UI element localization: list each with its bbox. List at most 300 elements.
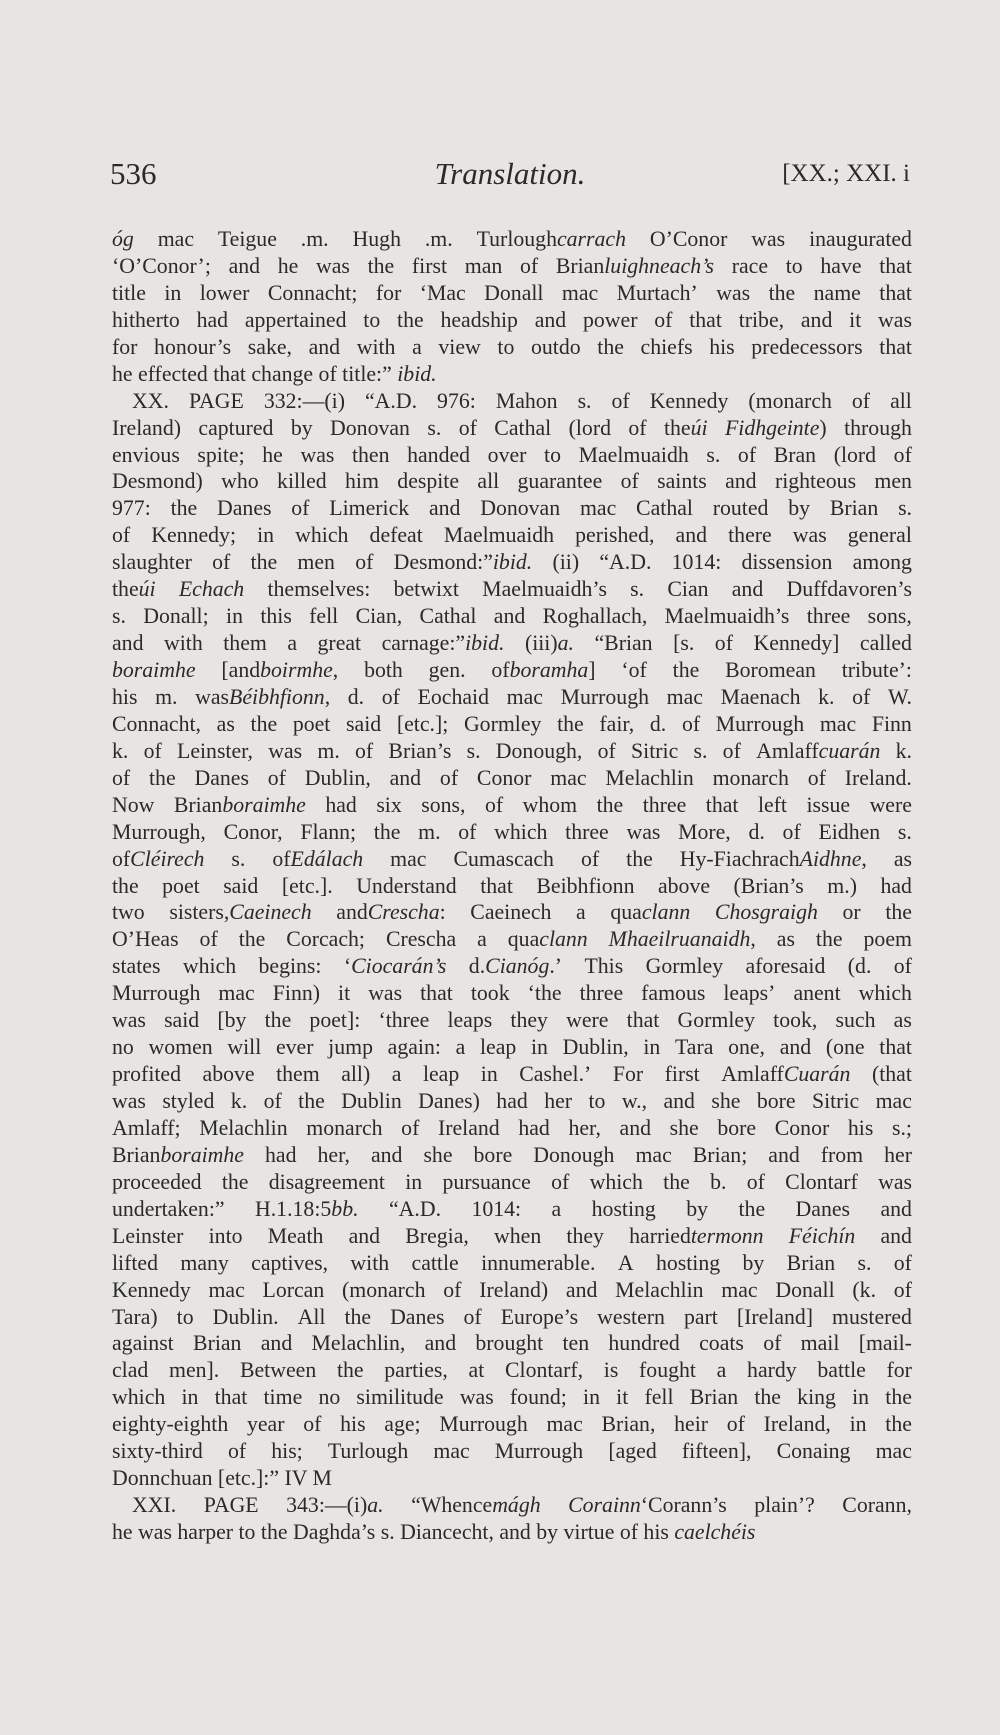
word: [801, 307, 832, 334]
text-run: and: [768, 1142, 800, 1167]
text-run: of: [681, 711, 701, 736]
text-run: his: [340, 1412, 366, 1437]
text-run: and: [565, 1277, 598, 1302]
text-run: Conor,: [223, 819, 283, 844]
text-run: three: [642, 792, 687, 817]
word: [132, 1492, 176, 1519]
text-run: in: [226, 604, 243, 629]
word: [876, 1438, 912, 1465]
word: [179, 576, 244, 603]
text-line: [112, 1061, 912, 1088]
word: [561, 684, 649, 711]
word: [217, 1007, 246, 1034]
word: [418, 1088, 480, 1115]
word: [721, 1061, 850, 1088]
text-run: Brian: [689, 1385, 739, 1410]
text-run: Danes: [795, 1196, 851, 1221]
text-run: Ireland): [479, 1277, 549, 1302]
word: [248, 334, 292, 361]
word: [728, 1034, 765, 1061]
text-run: Conor: [774, 1115, 830, 1140]
word: [598, 738, 616, 765]
italic-term: Cuarán: [783, 1062, 851, 1087]
word: [616, 1384, 628, 1411]
text-run: again:: [387, 1035, 441, 1060]
italic-term: caelchéis: [674, 1520, 756, 1544]
text-run: Melachlin: [199, 1115, 288, 1140]
word: [368, 253, 395, 280]
text-run: he: [262, 442, 283, 467]
word: [318, 1384, 340, 1411]
text-run: have: [820, 253, 862, 278]
text-run: took: [470, 981, 510, 1006]
word: [721, 1277, 757, 1304]
italic-term: clann: [539, 927, 588, 952]
word: [613, 1061, 643, 1088]
text-run: Clontarf,: [504, 1358, 584, 1383]
word: [494, 415, 551, 442]
text-run: Donall: [484, 280, 544, 305]
text-line: [112, 792, 912, 819]
text-run: great: [317, 631, 362, 656]
text-run: d.: [347, 684, 365, 709]
text-run: innumerable.: [481, 1250, 596, 1275]
text-run: a: [455, 1035, 466, 1060]
word: [643, 1034, 660, 1061]
word: [298, 1088, 325, 1115]
word: [228, 1438, 246, 1465]
word: [793, 980, 840, 1007]
text-run: Conor: [476, 765, 532, 790]
text-run: of: [580, 846, 600, 871]
text-run: mac: [875, 1439, 912, 1464]
italic-term: luighneach’s: [604, 253, 715, 278]
text-run: of: [737, 442, 757, 467]
word: [568, 1492, 727, 1519]
text-run: s.: [693, 738, 708, 763]
word: [592, 1196, 656, 1223]
word: [787, 1250, 835, 1277]
word: [756, 738, 880, 765]
text-run: Brian: [112, 1142, 161, 1167]
text-run: of: [212, 550, 231, 575]
text-run: Brian: [193, 1331, 242, 1356]
word: [725, 657, 816, 684]
word: [629, 1223, 763, 1250]
word: [711, 1088, 740, 1115]
text-run: Ireland: [437, 1115, 500, 1140]
word: [496, 738, 583, 765]
text-run: were: [869, 792, 912, 817]
text-run: ,: [750, 927, 756, 952]
word: [627, 1007, 660, 1034]
word: [197, 307, 228, 334]
word: [786, 253, 803, 280]
word: [552, 549, 579, 576]
text-run: of: [463, 1304, 482, 1329]
word: [597, 792, 624, 819]
text-run: above: [657, 873, 711, 898]
text-run: Ireland): [112, 415, 181, 440]
word: [879, 334, 912, 361]
text-run: to: [497, 334, 515, 359]
word: [663, 1169, 690, 1196]
word: [438, 334, 480, 361]
text-run: in: [583, 1385, 600, 1410]
italic-term: Béibhfionn: [229, 684, 325, 709]
word: [355, 738, 373, 765]
text-run: it: [616, 1385, 629, 1410]
text-run: Cathal: [494, 415, 552, 440]
word: [382, 630, 505, 657]
word: [112, 1196, 225, 1223]
word: [552, 1196, 562, 1223]
text-run: and: [424, 1331, 457, 1356]
word: [143, 603, 208, 630]
word: [641, 980, 705, 1007]
text-run: All: [297, 1304, 326, 1329]
word: [112, 1007, 146, 1034]
text-run: of: [726, 1412, 745, 1437]
italic-term: boramha: [509, 658, 589, 682]
word: [470, 899, 551, 926]
word: [407, 442, 470, 469]
text-run: Roghallach,: [542, 604, 648, 629]
word: [401, 1115, 419, 1142]
word: [880, 1223, 911, 1250]
text-run: issue: [806, 792, 851, 817]
word: [842, 1492, 912, 1519]
text-run: monarch: [712, 765, 789, 790]
text-run: of: [628, 415, 647, 440]
text-run: a: [477, 927, 487, 952]
text-run: of: [458, 819, 477, 844]
word: [879, 1034, 912, 1061]
word: [112, 926, 179, 953]
text-line: [112, 1384, 912, 1411]
text-run: k.: [112, 738, 129, 763]
text-run: his: [709, 334, 735, 359]
text-run: b.: [710, 1169, 727, 1194]
text-run: “Brian: [594, 631, 653, 656]
word: [690, 1384, 738, 1411]
word: [852, 1277, 876, 1304]
text-run: Gormley: [677, 1008, 755, 1033]
text-run: as: [776, 927, 795, 952]
text-run: that: [420, 981, 453, 1006]
word: [684, 1304, 718, 1331]
text-run: (Brian’s: [733, 873, 804, 898]
text-run: said: [164, 1008, 200, 1033]
text-run: PAGE: [188, 388, 244, 413]
text-run: against: [112, 1331, 174, 1356]
text-run: the: [815, 927, 843, 952]
text-run: eighty-eighth: [112, 1412, 229, 1437]
text-run: Cathal: [419, 604, 477, 629]
word: [268, 1223, 324, 1250]
word: [590, 1169, 643, 1196]
word: [783, 819, 801, 846]
text-run: profited: [112, 1062, 181, 1087]
text-run: hundred: [608, 1331, 680, 1356]
text-run: as: [893, 1008, 912, 1033]
text-run: hosting: [655, 1250, 721, 1275]
text-run: the: [663, 415, 691, 440]
word: [337, 1357, 364, 1384]
word: [531, 1034, 548, 1061]
text-run: of: [143, 738, 162, 763]
word: [193, 1330, 241, 1357]
text-run: hardy: [747, 1358, 797, 1383]
word: [579, 442, 689, 469]
word: [520, 253, 538, 280]
word: [843, 899, 861, 926]
word: [344, 953, 447, 980]
word: [832, 1304, 912, 1331]
word: [112, 1088, 146, 1115]
text-run: the: [238, 927, 266, 952]
word: [610, 899, 690, 926]
word: [809, 226, 912, 253]
word: [456, 1034, 466, 1061]
word: [494, 1223, 541, 1250]
word: [599, 549, 651, 576]
word: [870, 792, 912, 819]
word: [738, 442, 756, 469]
text-run: Murtach’: [616, 280, 698, 305]
text-line: [112, 684, 912, 711]
word: [544, 442, 561, 469]
word: [544, 1088, 572, 1115]
word: [112, 1384, 165, 1411]
word: [475, 1330, 543, 1357]
text-run: the: [264, 1008, 292, 1033]
text-run: for: [112, 334, 138, 359]
text-run: Maelmuaidh: [578, 442, 689, 467]
text-run: of: [355, 738, 374, 763]
word: [879, 280, 912, 307]
word: [384, 1357, 448, 1384]
text-run: that: [705, 792, 739, 817]
text-run: ,: [861, 846, 867, 871]
word: [665, 1061, 700, 1088]
word: [264, 1384, 303, 1411]
text-run: race: [731, 253, 769, 278]
word: [112, 1034, 134, 1061]
word: [164, 630, 203, 657]
word: [169, 899, 311, 926]
word: [723, 738, 741, 765]
text-run: was: [626, 819, 661, 844]
text-run: parties,: [384, 1358, 448, 1383]
word: [518, 468, 603, 495]
text-run: then: [351, 442, 390, 467]
word: [162, 1088, 214, 1115]
text-run: famous: [641, 981, 706, 1006]
word: [775, 468, 856, 495]
word: [263, 1277, 325, 1304]
word: [612, 388, 630, 415]
word: [481, 1250, 595, 1277]
word: [777, 926, 795, 953]
word: [675, 1034, 713, 1061]
word: [620, 1115, 651, 1142]
running-title: Translation.: [434, 156, 586, 191]
text-run: of: [291, 496, 310, 521]
word: [198, 415, 273, 442]
word: [797, 1384, 836, 1411]
text-run: Tara: [674, 1035, 714, 1060]
word: [546, 1411, 582, 1438]
text-run: fair,: [599, 711, 635, 736]
word: [151, 522, 236, 549]
word: [204, 1492, 259, 1519]
text-run: Donough,: [495, 738, 583, 763]
word: [112, 684, 137, 711]
word: [388, 1034, 441, 1061]
text-run: pursuance: [442, 1169, 531, 1194]
word: [481, 1061, 498, 1088]
word: [622, 1088, 647, 1115]
text-run: jump: [328, 1035, 373, 1060]
text-run: of: [654, 307, 673, 332]
text-run: of: [227, 1439, 247, 1464]
text-run: or: [842, 900, 861, 925]
word: [597, 1304, 665, 1331]
word: [390, 765, 421, 792]
word: [357, 334, 396, 361]
word: [368, 980, 402, 1007]
text-run: Between: [239, 1358, 317, 1383]
word: [224, 819, 283, 846]
text-run: to: [176, 1304, 194, 1329]
text-run: three: [565, 819, 609, 844]
word: [626, 846, 653, 873]
text-run: the: [373, 819, 401, 844]
word: [423, 1142, 452, 1169]
word: [464, 711, 541, 738]
word: [444, 522, 554, 549]
word: [812, 1088, 859, 1115]
word: [412, 334, 422, 361]
word: [673, 630, 694, 657]
word: [723, 980, 775, 1007]
text-line: [112, 1169, 912, 1196]
text-run: a: [391, 1062, 402, 1087]
italic-term: Aidhne: [799, 846, 862, 871]
word: [112, 1330, 174, 1357]
text-run: monarch: [306, 1115, 383, 1140]
text-run: ‘the: [527, 981, 562, 1006]
text-run: all: [890, 388, 912, 413]
text-run: Ireland,: [763, 1412, 831, 1437]
text-run: he: [277, 253, 299, 278]
word: [694, 738, 708, 765]
word: [265, 1142, 296, 1169]
word: [879, 253, 912, 280]
word: [818, 684, 834, 711]
word: [464, 1304, 482, 1331]
text-run: s.: [897, 819, 912, 844]
text-run: and: [308, 334, 341, 359]
text-run: of: [893, 954, 912, 979]
word: [346, 711, 381, 738]
word: [618, 1250, 634, 1277]
word: [480, 873, 513, 900]
word: [658, 873, 710, 900]
word: [872, 711, 912, 738]
word: [597, 334, 624, 361]
word: [709, 334, 734, 361]
word: [440, 307, 517, 334]
text-run: poem: [863, 927, 912, 952]
word: [340, 1411, 365, 1438]
word: [231, 846, 245, 873]
word: [599, 711, 634, 738]
word: [221, 468, 259, 495]
word: [268, 765, 286, 792]
word: [550, 765, 586, 792]
text-run: leaps: [447, 1008, 493, 1033]
text-line: [112, 576, 912, 603]
text-run: at: [468, 1358, 485, 1383]
text-line: [112, 495, 912, 522]
word: [880, 1196, 911, 1223]
text-run: which: [112, 1385, 166, 1410]
text-line: [112, 926, 912, 953]
text-run: ‘Corann’s: [640, 1493, 727, 1518]
word: [194, 765, 248, 792]
text-run: the: [250, 550, 278, 575]
text-run: mail: [800, 1331, 840, 1356]
word: [112, 1061, 181, 1088]
word: [298, 1304, 326, 1331]
word: [345, 468, 379, 495]
word: [112, 280, 146, 307]
word: [716, 711, 804, 738]
text-run: Gormley: [463, 711, 542, 736]
word: [732, 576, 763, 603]
word: [112, 1438, 203, 1465]
text-run: W.: [887, 684, 912, 709]
text-run: of: [112, 765, 131, 790]
text-run: bore: [717, 1115, 757, 1140]
word: [353, 226, 401, 253]
text-run: leap: [479, 1035, 517, 1060]
text-run: was: [268, 738, 303, 763]
word: [588, 1088, 605, 1115]
word: [226, 603, 243, 630]
text-run: spite;: [197, 442, 245, 467]
text-run: Amlaff;: [112, 1115, 181, 1140]
word: [757, 1088, 796, 1115]
text-run: which: [858, 981, 912, 1006]
text-run: and: [112, 631, 144, 656]
italic-term: Fidhgeinte: [724, 415, 820, 440]
word: [667, 684, 703, 711]
text-run: who: [221, 469, 259, 494]
word: [773, 1007, 817, 1034]
text-run: and: [493, 604, 526, 629]
text-run: through: [844, 415, 912, 440]
text-run: is: [603, 1358, 619, 1383]
word: [364, 657, 403, 684]
word: [344, 1304, 371, 1331]
word: [286, 926, 365, 953]
text-line: [112, 415, 912, 442]
text-run: the: [298, 1089, 325, 1113]
text-run: that: [480, 873, 513, 898]
